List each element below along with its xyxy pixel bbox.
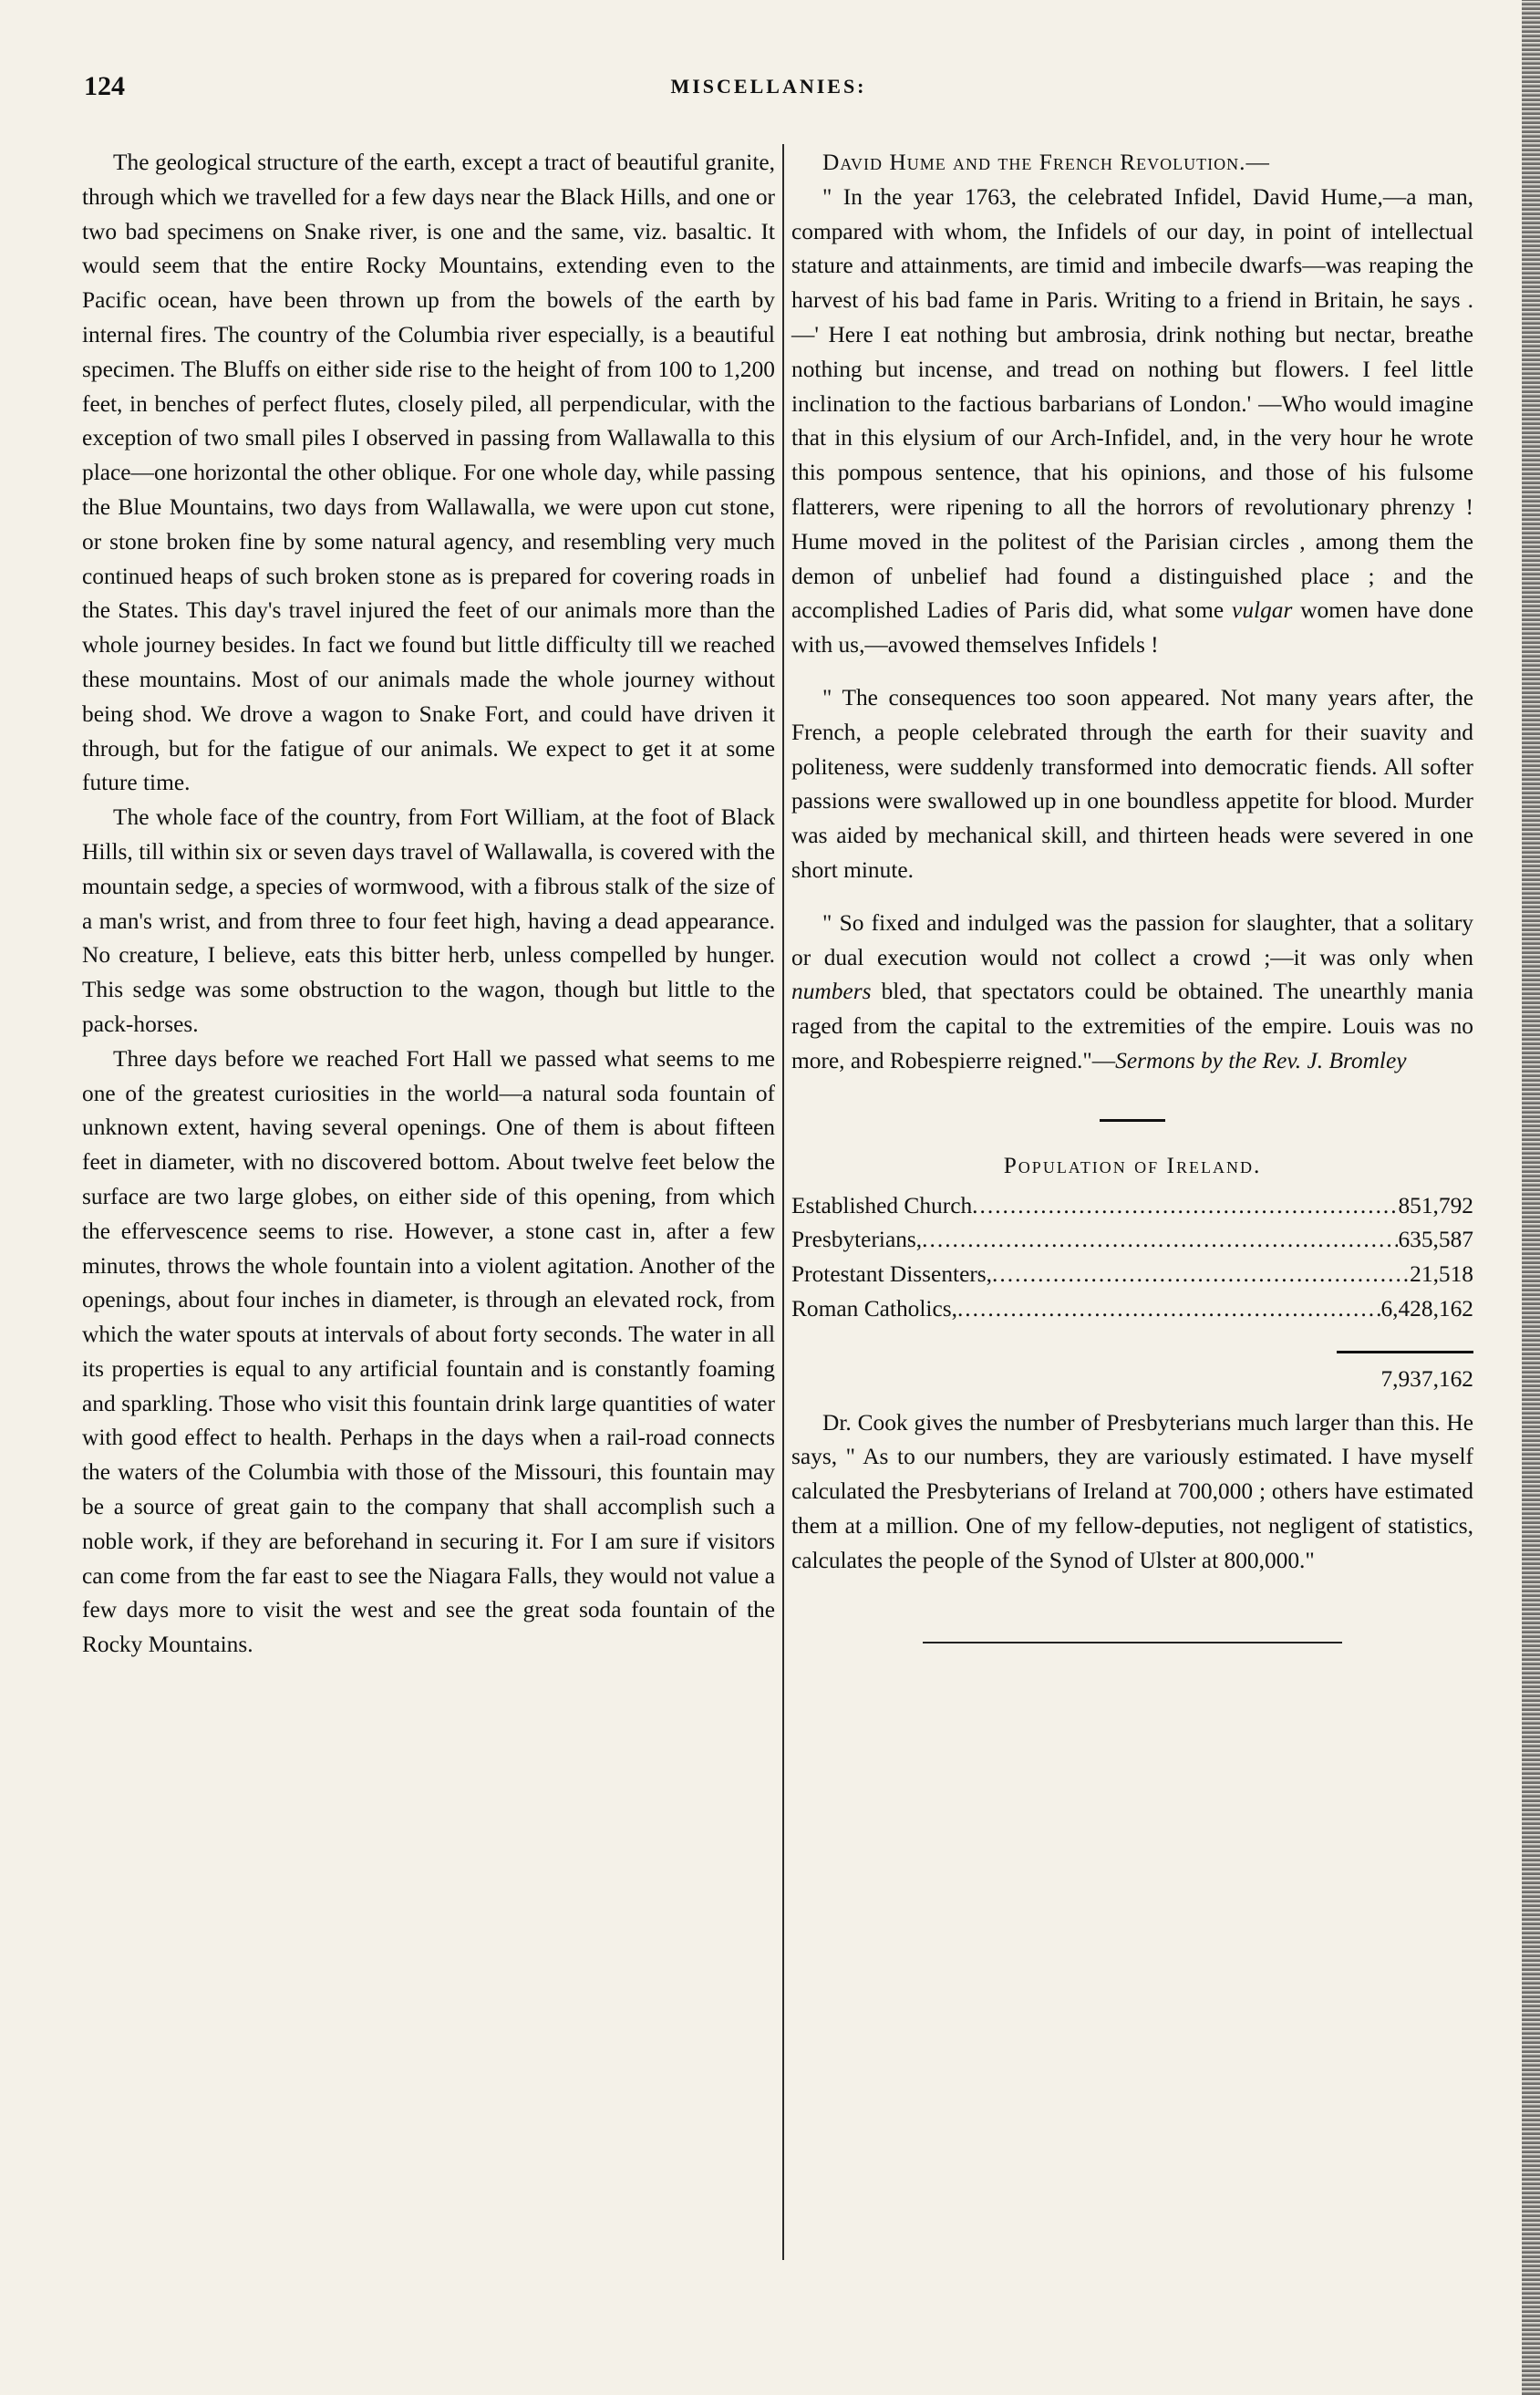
- slaughter-mid: bled, that spectators could be obtained. The unearthly mania raged from the capital to the extremities of the empire. Louis was no more, and Robespierre reigned."—: [791, 979, 1473, 1073]
- population-label: Roman Catholics,: [791, 1295, 957, 1322]
- paragraph-consequences: " The consequences too soon appeared. Not many years after, the French, a people celebrated through the earth for their suavity and politeness, were suddenly transformed into democratic fiends. All softer passions were swallowed up in one boundless appetite for blood. Murder was aided by mechanical skill, and thirteen heads were severed in one short minute.: [791, 684, 1473, 883]
- paragraph-slaughter: [791, 907, 1473, 1079]
- population-value: 851,792: [1398, 1192, 1473, 1218]
- page-number: 124: [84, 71, 125, 101]
- right-column: [791, 146, 1473, 1643]
- leader-dots: [972, 1189, 1398, 1224]
- paragraph-country-face: The whole face of the country, from Fort William, at the foot of Black Hills, till within six or seven days travel of Wallawalla, is covered with the mountain sedge, a species of wormwood, with a fibrous stalk of the size of a man's wrist, and from three to four feet high, having a dead appearance. No creature, I believe, eats this bitter herb, unless compelled by hunger. This sedge was some obstruction to the wagon, though but little to the pack-horses.: [82, 804, 775, 1037]
- column-divider: [782, 144, 784, 2260]
- leader-dots: [957, 1292, 1380, 1327]
- total-rule: [1337, 1351, 1473, 1353]
- population-title: Population of Ireland.: [1003, 1152, 1262, 1178]
- running-head: [71, 71, 1466, 108]
- left-column: [82, 146, 775, 1663]
- hume-quote-end: women have done with us,—avowed themselves Infidels !: [791, 597, 1473, 658]
- section-title: MISCELLANIES:: [670, 75, 867, 98]
- slaughter-text: " So fixed and indulged was the passion for slaughter, that a solitary or dual execution would not collect a crowd ;—it was only when: [791, 909, 1473, 970]
- paragraph-geology: The geological structure of the earth, except a tract of beautiful granite, through which we travelled for a few days near the Black Hills, and one or two bad specimens on Snake river, is one and the same, viz. basaltic. It would seem that the entire Rocky Mountains, extending even to the Pacific ocean, have been thrown up from the bowels of the earth by internal fires. The country of the Columbia river especially, is a beautiful specimen. The Bluffs on either side rise to the height of from 100 to 1,200 feet, in benches of perfect flutes, closely piled, all perpendicular, with the exception of two small piles I observed in passing from Wallawalla to this place—one horizontal the other oblique. For one whole day, while passing the Blue Mountains, two days from Wallawalla, we were upon cut stone, or stone broken fine by some natural agency, and resembling very much continued heaps of such broken stone as is prepared for covering roads in the States. This day's travel injured the feet of our animals more than the whole journey besides. In fact we found but little difficulty till we reached these mountains. Most of our animals made the whole journey without being shod. We drove a wagon to Snake Fort, and could have driven it through, but for the fatigue of our animals. We expect to get it at some future time.: [82, 150, 775, 796]
- population-value: 21,518: [1410, 1261, 1473, 1288]
- hume-quote-italic: vulgar: [1232, 597, 1293, 624]
- paragraph-hume-quote: [791, 181, 1473, 663]
- population-label: Protestant Dissenters,: [791, 1261, 993, 1288]
- paragraph-dr-cook: Dr. Cook gives the number of Presbyterians much larger than this. He says, " As to our numbers, they are variously estimated. I have myself calculated the Presbyterians of Ireland at 700,000 ; others have estimated them at a million. One of my fellow-deputies, not negligent of statistics, calculates the people of the Synod of Ulster at 800,000.": [791, 1409, 1473, 1573]
- slaughter-italic: numbers: [791, 979, 872, 1005]
- population-value: 6,428,162: [1380, 1295, 1473, 1322]
- population-value: 635,587: [1398, 1227, 1473, 1253]
- population-row: [791, 1223, 1473, 1258]
- population-row: [791, 1189, 1473, 1224]
- population-row: [791, 1258, 1473, 1292]
- population-total: 7,937,162: [1380, 1365, 1473, 1392]
- leader-dots: [992, 1258, 1410, 1292]
- population-label: Presbyterians,: [791, 1227, 923, 1253]
- paragraph-soda-fountain: Three days before we reached Fort Hall we passed what seems to me one of the greatest curiosities in the world—a natural soda fountain of unknown extent, having several openings. One of them is about fifteen feet in diameter, with no discovered bottom. About twelve feet below the surface are two large globes, on either side of this opening, from which the effervescence seems to rise. However, a stone cast in, after a few minutes, throws the whole fountain into a violent agitation. Another of the openings, about four inches in diameter, is through an elevated rock, from which the water spouts at intervals of about forty seconds. The water in all its properties is equal to any artificial fountain and is constantly foaming and sparkling. Those who visit this fountain drink large quantities of water with good effect to health. Perhaps in the days when a rail-road connects the waters of the Columbia with those of the Missouri, this fountain may be a source of great gain to the company that shall accomplish such a noble work, if they are beforehand in securing it. For I am sure if visitors can come from the far east to see the Niagara Falls, they would not value a few days more to visit the west and see the great soda fountain of the Rocky Mountains.: [82, 1045, 775, 1658]
- population-label: Established Church: [791, 1192, 973, 1218]
- section-separator: [1100, 1119, 1165, 1122]
- population-row: [791, 1292, 1473, 1327]
- article-heading-hume: David Hume and the French Revolution.—: [822, 150, 1270, 175]
- leader-dots: [922, 1223, 1398, 1258]
- hume-quote-text: " In the year 1763, the celebrated Infidel, David Hume,—a man, compared with whom, the Infidels of our day, in point of intellectual stature and attainments, are timid and imbecile dwarfs—was reaping the harvest of his bad fame in Paris. Writing to a friend in Britain, he says .—' Here I eat nothing but ambrosia, drink nothing but nectar, breathe nothing but incense, and tread on nothing but flowers. I feel little inclination to the factious barbarians of London.' —Who would imagine that in this elysium of our Arch-Infidel, and, in the very hour he wrote this pompous sentence, that his opinions, and those of his fulsome flatterers, were ripening to all the horrors of revolutionary phrenzy ! Hume moved in the politest of the Parisian circles , among them the demon of unbelief had found a distinguished place ; and the accomplished Ladies of Paris did, what some: [791, 183, 1473, 624]
- sermon-source: Sermons by the Rev. J. Bromley: [1115, 1047, 1407, 1073]
- page-edge-binding: [1522, 0, 1540, 2395]
- closing-rule: [923, 1642, 1342, 1643]
